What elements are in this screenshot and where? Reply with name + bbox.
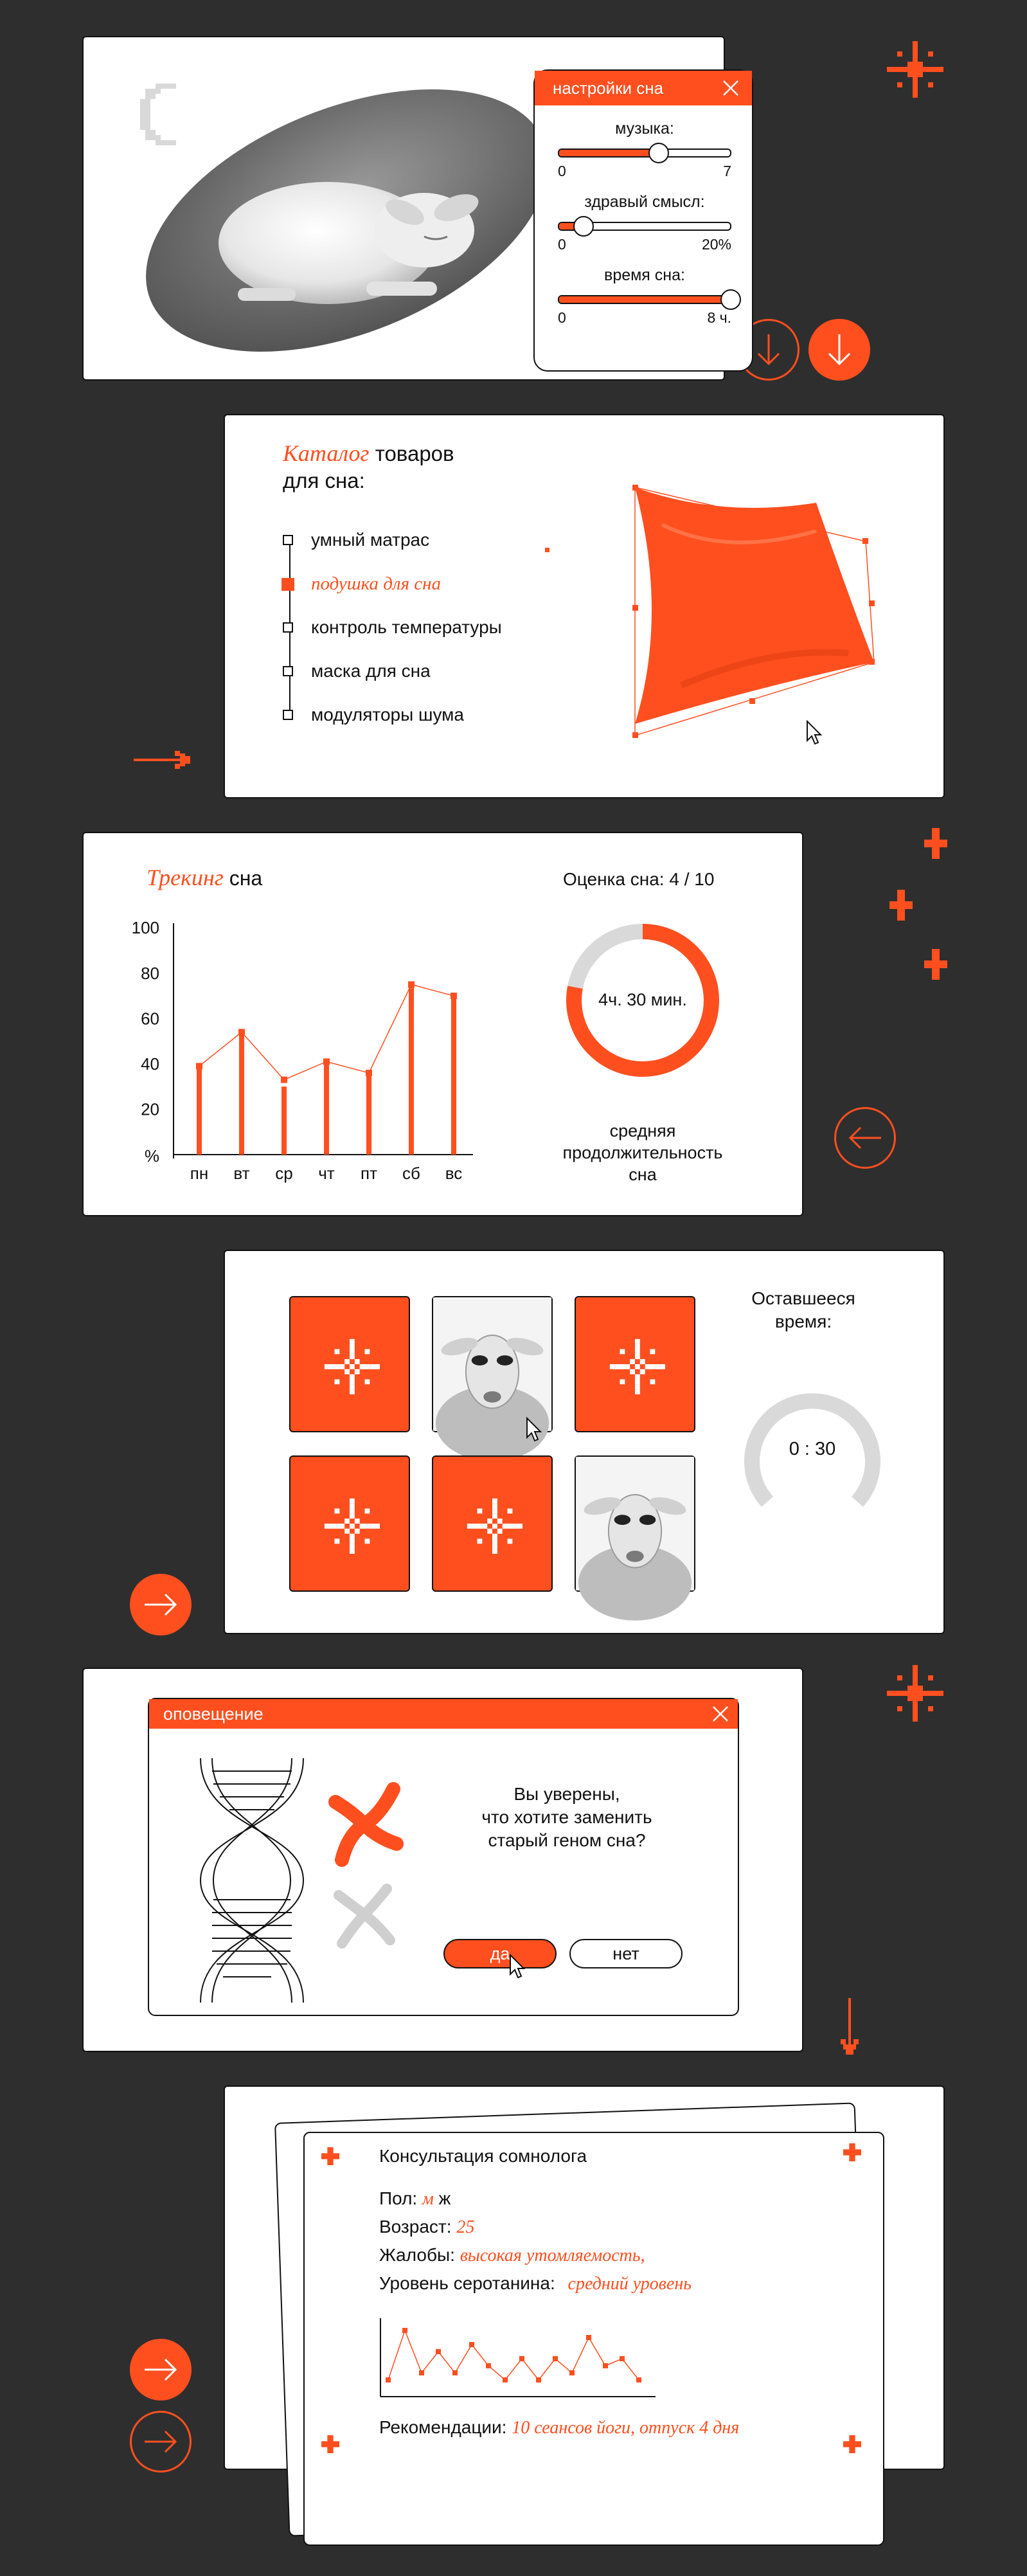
next-button[interactable] [130,1574,192,1635]
bar [324,1061,329,1155]
back-button[interactable] [834,1107,896,1169]
x-tick-label: вт [233,1164,250,1183]
memory-game-panel [224,1250,945,1634]
alert-window [148,1698,739,2016]
complaints-field: Жалобы: высокая утомляемость, [379,2245,645,2265]
serotonin-field: Уровень серотанина: средний уровень [379,2273,692,2294]
sparkline-point [569,2370,575,2375]
slider-label: здравый смысл: [584,193,705,211]
slider-label: музыка: [615,120,674,138]
plus-icon [843,2435,861,2453]
plus-sparkle-icon [889,890,913,921]
arrow-right-icon [143,1592,178,1617]
slider-label: время сна: [604,266,685,284]
catalog-title: Каталог товаров для сна: [283,440,454,492]
sparkline-point [636,2377,641,2382]
next-button[interactable] [130,2339,192,2400]
arrow-right-icon [143,2357,178,2382]
pixel-arrow-down-icon [835,1998,864,2057]
catalog-item-selected[interactable]: подушка для сна [283,573,441,595]
sparkline-point [519,2356,524,2361]
sparkline-point [503,2377,508,2382]
slider-min: 0 [558,163,566,179]
sleep-chart [131,910,495,1193]
trend-point [451,993,457,999]
sparkle-icon [887,41,943,98]
pillow-image[interactable] [623,480,887,750]
pixel-arrow-right-icon [134,746,193,774]
sparkle-icon [887,1665,943,1722]
sparkle-icon [290,1457,409,1590]
x-tick-label: вс [445,1164,463,1183]
dna-helix-icon [194,1758,310,2003]
timer-value: 0 : 30 [789,1439,836,1459]
bar [197,1066,202,1155]
alert-message: Вы уверены, что хотите заменить старый геном сна? [481,1784,652,1850]
serotonin-sparkline [379,2318,662,2402]
sparkline-point [469,2342,474,2347]
game-card-open-sheep[interactable] [432,1296,553,1432]
x-tick-label: пт [361,1164,377,1183]
plus-icon [321,2435,339,2453]
sparkline-point [402,2328,407,2333]
sparkle-icon [290,1297,409,1431]
sparkle-icon [433,1457,551,1590]
y-tick-label: 100 [131,918,159,938]
cursor-icon [806,720,823,746]
sleeping-lamb-image [122,76,559,372]
sleep-tracking-panel [82,832,803,1216]
x-tick-label: пн [190,1164,209,1183]
music-slider[interactable] [558,120,731,180]
slider-max: 8 ч. [707,309,731,326]
plus-sparkle-icon [924,828,947,859]
y-tick-label: 80 [141,963,159,983]
cursor-icon [526,1417,542,1443]
arrow-left-icon [848,1125,882,1151]
game-card-closed[interactable] [289,1455,410,1592]
plus-sparkle-icon [924,949,947,980]
sheep-photo [576,1457,694,1590]
sparkline-point [419,2370,424,2375]
sleep-score: Оценка сна: 4 / 10 [563,869,715,889]
trend-point [281,1077,287,1083]
gender-option-m[interactable]: м [422,2189,434,2209]
catalog-panel [224,414,945,798]
sparkline-point [436,2349,441,2354]
catalog-item[interactable]: контроль температуры [283,617,502,638]
checkbox-selected[interactable] [281,578,294,591]
sparkline-point [452,2370,458,2375]
catalog-item[interactable]: модуляторы шума [283,705,464,725]
settings-window-title: настройки сна [535,71,752,105]
slider-knob[interactable] [720,289,741,310]
arrow-right-icon [143,2429,178,2454]
trend-point [238,1029,245,1035]
x-tick-label: чт [318,1164,335,1183]
next-down-button[interactable] [808,319,870,381]
game-card-closed[interactable] [289,1296,410,1432]
consultation-title: Консультация сомнолога [379,2146,587,2166]
game-card-open-sheep[interactable] [575,1455,695,1592]
cursor-icon [509,1954,526,1979]
trend-point [366,1070,372,1076]
common-sense-slider[interactable] [558,193,731,253]
x-tick-label: сб [402,1164,420,1183]
gender-field: Пол: м ж [379,2188,451,2209]
trend-point [408,981,415,987]
close-icon[interactable] [711,1704,730,1724]
bar [451,996,456,1155]
donut-caption: средняя продолжительность сна [562,1121,723,1184]
consultation-panel [224,2085,945,2470]
y-tick-label: % [144,1146,159,1166]
arrow-down-icon [756,333,781,366]
y-tick-label: 60 [141,1009,159,1029]
slider-knob[interactable] [648,143,669,163]
sparkline-point [586,2335,591,2340]
bar [366,1076,371,1155]
chromosome-orange-icon [323,1783,406,1866]
game-card-closed[interactable] [432,1455,553,1592]
timer-label: Оставшееся время: [751,1288,855,1331]
slider-min: 0 [558,309,566,326]
checkbox[interactable] [283,622,293,633]
sparkline-point [620,2356,625,2361]
bar [281,1086,287,1155]
sheep-photo [433,1297,551,1431]
trend-point [323,1058,330,1065]
sparkline-point [553,2356,558,2361]
arrow-down-icon [826,333,852,366]
sleep-settings-window [533,69,753,372]
trend-point [196,1063,202,1069]
plus-icon [321,2147,339,2165]
alert-title: оповещение [149,1699,738,1729]
slider-min: 0 [558,236,566,253]
y-tick-label: 20 [141,1099,159,1119]
y-tick-label: 40 [141,1054,159,1074]
confirm-no-button[interactable]: нет [569,1939,683,1968]
bar [239,1032,244,1155]
game-card-closed[interactable] [575,1296,695,1432]
sparkline-point [603,2363,608,2368]
catalog-item[interactable]: маска для сна [283,661,431,681]
donut-center-label: 4ч. 30 мин. [598,990,687,1009]
sleep-settings-panel [82,36,731,381]
checkbox[interactable] [283,535,293,545]
recommendations-field: Рекомендации: 10 сеансов йоги, отпуск 4 дня [379,2417,740,2438]
alert-panel [82,1668,803,2052]
sleep-time-slider[interactable] [558,266,731,327]
stray-dot [545,548,549,552]
sparkline-point [486,2363,491,2368]
catalog-item[interactable]: умный матрас [283,530,429,550]
consultation-card [303,2132,884,2546]
confirm-yes-button[interactable]: да [443,1939,557,1968]
slider-max: 7 [723,163,731,179]
sparkline-point [536,2377,541,2382]
slider-max: 20% [701,236,731,253]
sparkline-line [388,2330,639,2380]
x-tick-label: ср [275,1164,293,1183]
plus-icon [843,2143,861,2161]
next-button-outline[interactable] [130,2411,192,2472]
checkbox[interactable] [283,710,293,720]
chromosome-grey-icon [329,1879,400,1950]
bar [409,984,414,1155]
tracking-title: Трекинг сна [147,865,263,890]
gender-option-f[interactable]: ж [438,2188,451,2208]
close-icon[interactable] [721,78,740,98]
sparkle-icon [576,1297,694,1431]
checkbox[interactable] [283,666,293,676]
slider-knob[interactable] [573,216,594,237]
sparkline-point [386,2377,391,2382]
age-field: Возраст: 25 [379,2217,475,2237]
